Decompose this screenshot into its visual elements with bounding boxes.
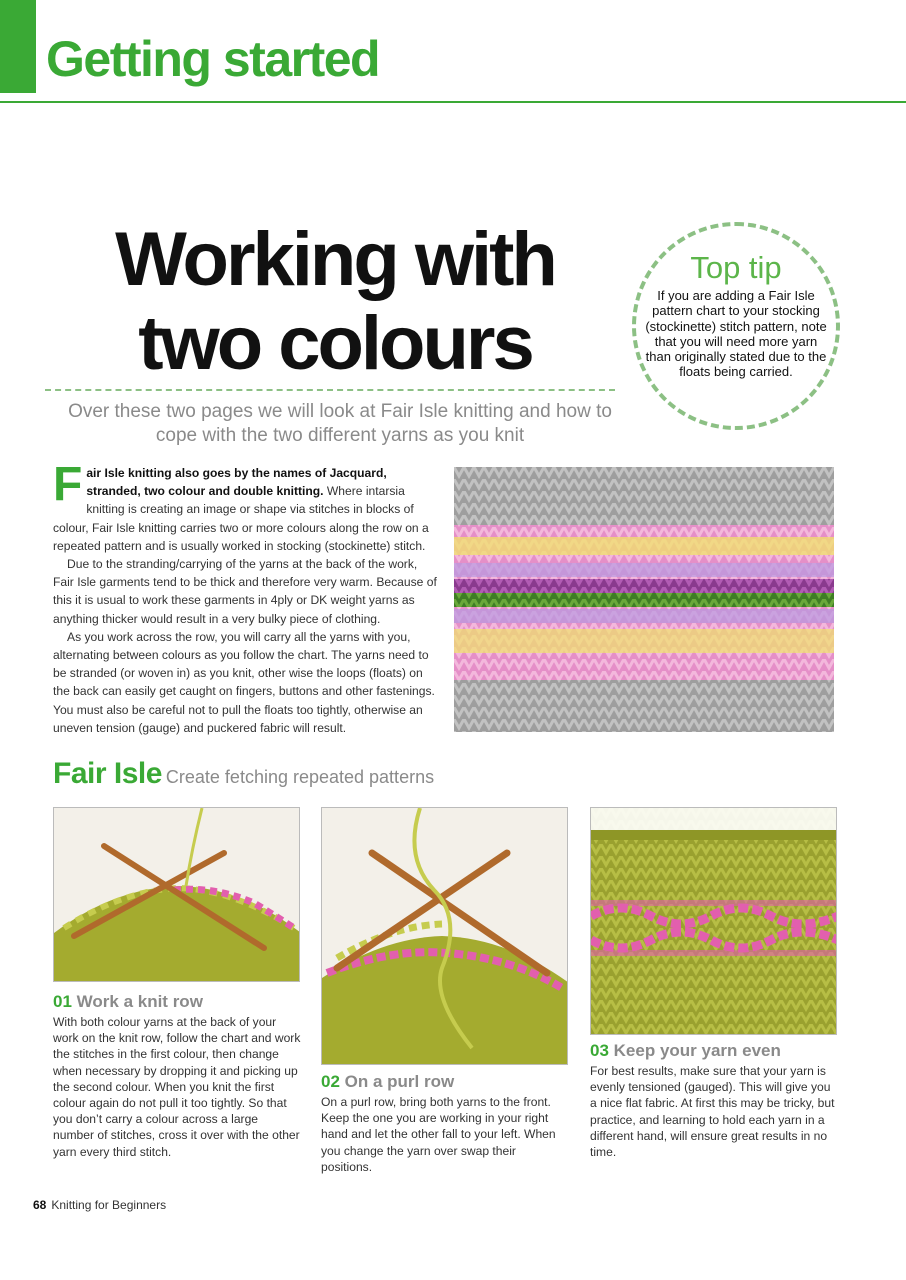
step-3-illustration [591, 808, 837, 1035]
fair-isle-swatch-illustration [454, 467, 834, 732]
page-footer [33, 1198, 166, 1212]
fair-isle-title: Fair Isle [53, 757, 162, 790]
step-3-title: Keep your yarn even [613, 1041, 781, 1060]
step-2-text: On a purl row, bring both yarns to the front. Keep the one you are working in your right hand and let the other fall to your left. When you change the yarn over swap their positions. [321, 1095, 556, 1174]
step-1-photo [53, 807, 300, 982]
page-number: 68 [33, 1198, 47, 1212]
intro-body [53, 458, 438, 737]
section-color-tab [0, 0, 36, 93]
standfirst: Over these two pages we will look at Fair Isle knitting and how to cope with the two different yarns as you knit [68, 401, 612, 446]
article-title [60, 218, 610, 386]
fair-isle-swatch-photo [454, 467, 834, 732]
article-title-line-2: two colours [138, 301, 532, 386]
step-2-number: 02 [321, 1072, 340, 1091]
step-1-illustration [54, 808, 300, 982]
step-1-number: 01 [53, 992, 72, 1011]
step-1-heading [53, 992, 203, 1012]
section-title: Getting started [46, 31, 380, 87]
intro-paragraph-3: As you work across the row, you will carry all the yarns with you, alternating between colours as you follow the chart. The yarns need to be stranded (or woven in) as you knit, other wise the loops (floats) on the back can easily get caught on fingers, buttons and other fastenings. You must also be careful not to pull the floats too tightly, otherwise an uneven tension (gauge) and puckered fabric will result. [53, 629, 435, 735]
step-2-title: On a purl row [344, 1072, 455, 1091]
intro-paragraph-1-text: Where intarsia knitting is creating an image or shape via stitches in blocks of colour, Fair Isle knitting carries two or more colours along the row on a repeated pattern and is usually worked in stocking (stockinette) stitch. [53, 484, 429, 553]
header-rule [0, 101, 906, 103]
fair-isle-subtitle: Create fetching repeated patterns [165, 767, 435, 787]
intro-paragraph-1 [53, 458, 438, 555]
intro-paragraph-2: Due to the stranding/carrying of the yarns at the back of the work, Fair Isle garments tend to be thick and therefore very warm. Because of this it is usual to work these garments in 4ply or DK weight yarns as anything thicker would result in a very bulky piece of clothing. [53, 557, 437, 626]
step-3-heading [590, 1041, 781, 1061]
step-3-number: 03 [590, 1041, 609, 1060]
intro-lead: air Isle knitting also goes by the names of Jacquard, stranded, two colour and double knitting. [86, 466, 387, 499]
step-1-title: Work a knit row [76, 992, 203, 1011]
title-divider [45, 389, 615, 391]
step-2-illustration [322, 808, 568, 1065]
top-tip-text: If you are adding a Fair Isle pattern chart to your stocking (stockinette) stitch pattern, note that you will need more yarn than originally stated due to the floats being carried. [645, 288, 827, 380]
drop-cap: F [53, 458, 83, 511]
publication-name: Knitting for Beginners [51, 1198, 167, 1212]
fair-isle-heading [53, 757, 434, 791]
step-2-photo [321, 807, 568, 1065]
top-tip-title: Top tip [690, 250, 782, 285]
step-2-heading [321, 1072, 454, 1092]
step-3-text: For best results, make sure that your yarn is evenly tensioned (gauged). This will give you a nice flat fabric. At first this may be tricky, but practice, and learning to hold each yarn in a different hand, will ensure great results in no time. [590, 1064, 835, 1160]
step-1-text: With both colour yarns at the back of your work on the knit row, follow the chart and work the stitches in the first colour, then change when necessary by dropping it and picking up the second colour. When you knit the first colour again do not pull it too tightly. So that you don’t carry a colour across a large number of stitches, cross it over with the other yarn every third stitch. [53, 1015, 301, 1159]
step-3-photo [590, 807, 837, 1035]
article-title-line-1: Working with [115, 217, 555, 302]
